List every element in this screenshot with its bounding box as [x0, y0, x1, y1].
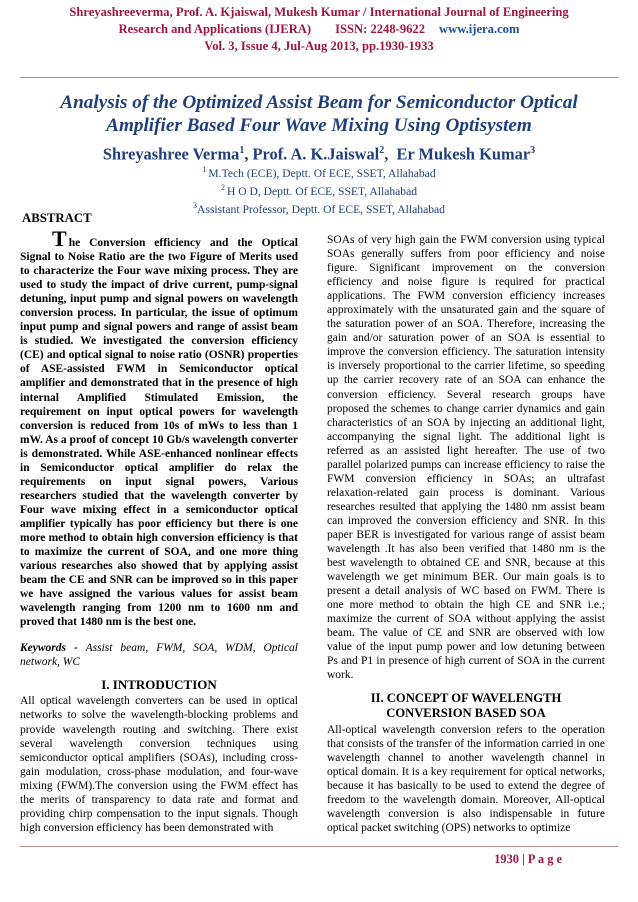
abstract-dropcap: T: [52, 226, 67, 251]
left-column: [20, 226, 298, 835]
paper-title: Analysis of the Optimized Assist Beam for Semiconductor Optical Amplifier Based Four Wave Mixing Using Optisystem: [60, 92, 578, 136]
introduction-continued-paragraph: SOAs of very high gain the FWM conversion using typical SOAs generally suffers from poor efficiency and noise figure. Significant improvement on the conversion efficiency and noise figure is required for practical applications. The FWM conversion efficiency increases approximately with the unsaturated gain and the square of the saturation power of an SOA. Therefore, increasing the gain and/or saturation power of an SOA is essential to improve the conversion efficiency. The saturation intensity is inversely proportional to the carrier lifetime, so speeding up the carrier recovery rate of an SOA can enhance the conversion efficiency. Several research groups have proposed the schemes to change carrier dynamics and gain characteristics of an SOA by injecting an additional light, accompanying the signal light. The additional light is referred as an assisted light hereafter. The use of two parallel polarized pumps can increase efficiency to raise the FWM conversion efficiency in SOAs; an ultrafast relaxation-related gain process is dominant. Various researches resulted that applying the 1480 nm assist beam can improved the conversion efficiency and SNR. In this paper BER is investigated for various range of assist beam wavelength .It has also been verified that 1480 nm is the best wavelength to obtained CE and SNR, because at this wavelength we get minimum BER. Our main goals is to present a detail analysis of WC based on FWM. There is one more method to obtain the high CE and SNR i.e.; maximize the current of SOA without applying the assist beam. The value of CE and SNR are observed with low value of the input pump power and low detuning between Ps and P1 in presence of high current of SOA in the current work.: [327, 234, 605, 682]
header-line-3: Vol. 3, Issue 4, Jul-Aug 2013, pp.1930-1933: [204, 39, 434, 53]
author-3-sup: 3: [530, 145, 536, 156]
keywords-text: Assist beam, FWM, SOA, WDM, Optical network, WC: [20, 642, 298, 669]
header-journal: Research and Applications (IJERA): [118, 22, 312, 36]
introduction-paragraph: All optical wavelength converters can be used in optical networks to solve the wavelength-blocking problems and provide wavelength routing and switching. There exist several wavelength conversion techniques using semiconductor optical amplifiers (SOAs), including cross-gain modulation, cross-phase modulation, and four-wave mixing (FWM).The conversion using the FWM effect has the merits of transparency to data rate and format and providing chirp compensation to the input signals. Though high conversion efficiency has been demonstrated with: [20, 695, 298, 834]
right-column: [327, 233, 605, 835]
header-issn: ISSN: 2248-9622: [335, 22, 426, 36]
affiliation-3: $^3$Assistant Professor, Deptt. Of ECE, SSET, Allahabad: [193, 201, 445, 217]
affiliation-2: $^2$ H O D, Deptt. Of ECE, SSET, Allahabad: [220, 183, 418, 199]
header-divider: [20, 77, 618, 78]
author-1: Shreyashree Verma: [102, 144, 240, 164]
author-1-sup: 1: [239, 145, 245, 156]
section-heading-concept: II. CONCEPT OF WAVELENGTH CONVERSION BASED SOA: [370, 690, 562, 720]
keywords-label: Keywords -: [20, 642, 78, 655]
keywords: [20, 641, 298, 669]
author-3: Er Mukesh Kumar: [396, 144, 531, 164]
abstract-body: The Conversion efficiency and the Optical Signal to Noise Ratio are the two Figure of Merits used to characterize the Four wave mixing process. They are used to study the impact of drive current, pump-signal detuning, input pump and signal powers on wavelength conversion process. In particular, the issue of optimum input pump and signal powers and range of assist beam is studied. We investigated the conversion efficiency (CE) and optical signal to noise ratio (OSNR) properties of ASE-assisted FWM in Semiconductor optical amplifier and demonstrated that in the presence of high internal Amplified Stimulated Emission, the requirement on input optical powers for wavelength conversion is reduced from 10s of mWs to less than 1 mW. As a proof of concept 10 Gb/s wavelength converter is demonstrated. While ASE-enhanced nonlinear effects in Semiconductor optical amplifier do relax the requirements on input signal powers, Various researchers studied that the wavelength converter by Four wave mixing effect in a semiconductor optical amplifier typically has poor efficiency but there is one more method to obtain high conversion efficiency is that to maximize the current of SOA, and one more thing various researches also showed that by applying assist beam the CE and SNR can be improved so in this paper we have assigned the various values for assist beam wavelength ranging from 1200 nm to 1600 nm and proved that 1480 nm is the best one.: [20, 226, 298, 629]
header-line-2: [0, 21, 638, 38]
header-url[interactable]: www.ijera.com: [439, 22, 520, 36]
footer-divider: [20, 846, 618, 847]
author-2-sup: 2: [379, 145, 385, 156]
page-number: 1930 | P a g e: [494, 852, 562, 866]
section-heading-introduction: I. INTRODUCTION: [101, 677, 217, 693]
abstract-heading: ABSTRACT: [22, 211, 92, 225]
header-line-1: Shreyashreeverma, Prof. A. Kjaiswal, Mukesh Kumar / International Journal of Engineering: [69, 5, 569, 19]
affiliation-1: $^1$ M.Tech (ECE), Deptt. Of ECE, SSET, Allahabad: [202, 165, 436, 180]
author-2: Prof. A. K.Jaiswal: [252, 144, 380, 164]
affiliations: [0, 163, 638, 217]
author-list: Shreyashree Verma$^1$, Prof. A. K.Jaiswal$^2$, Er Mukesh Kumar$^3$: [102, 144, 536, 164]
concept-paragraph: All-optical wavelength conversion refers to the operation that consists of the transfer of the information carried in one wavelength channel to another wavelength channel in optical domain. It is a key requirement for optical networks, because it has basically to be used to extend the degree of freedom to the wavelength domain. Moreover, All-optical wavelength conversion is also indispensable in future optical packet switching (OPS) networks to optimize: [327, 723, 605, 834]
journal-header: [0, 4, 638, 55]
